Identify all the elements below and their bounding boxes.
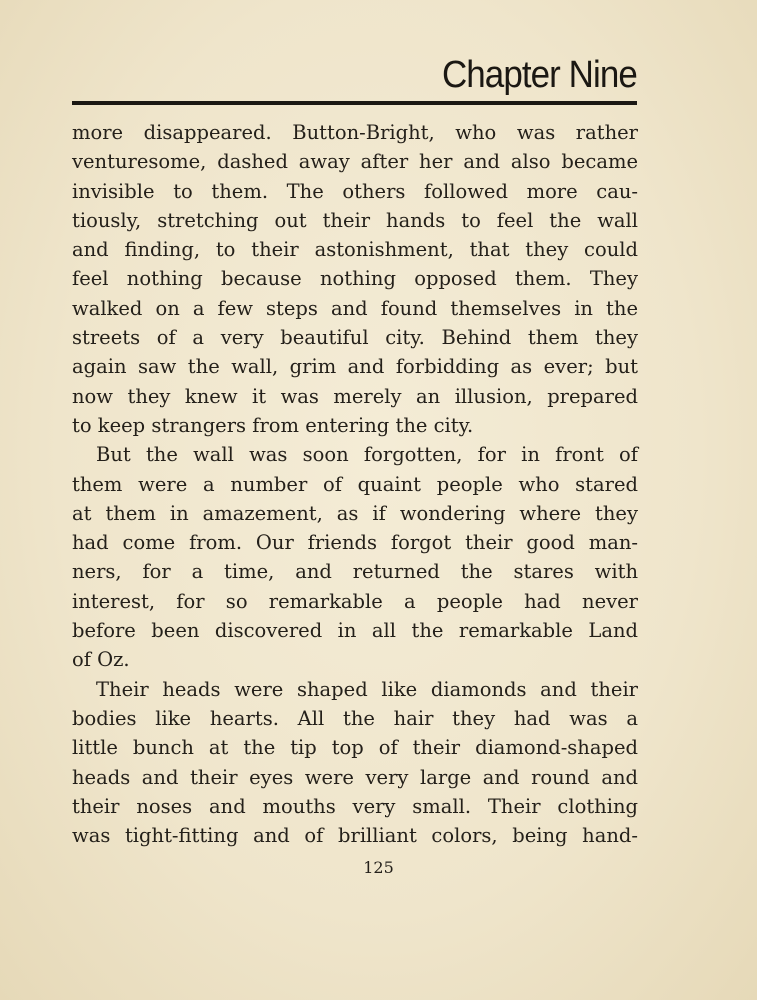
- text-line: again saw the wall, grim and forbidding as ever; but: [72, 355, 638, 379]
- text-line: their noses and mouths very small. Their clothing: [72, 794, 638, 818]
- chapter-title: Chapter Nine: [442, 54, 637, 96]
- text-line: to keep strangers from entering the city.: [72, 413, 474, 437]
- text-line: them were a number of quaint people who stared: [72, 472, 638, 496]
- text-line: was tight-fitting and of brilliant colors, being hand-: [72, 824, 638, 848]
- text-line: tiously, stretching out their hands to feel the wall: [72, 208, 638, 232]
- text-line: before been discovered in all the remarkable Land: [72, 619, 638, 643]
- text-line: But the wall was soon forgotten, for in front of: [96, 443, 638, 467]
- text-line: feel nothing because nothing opposed them. They: [72, 267, 638, 291]
- text-line: walked on a few steps and found themselves in the: [72, 296, 638, 320]
- text-line: little bunch at the tip top of their diamond-shaped: [72, 736, 638, 760]
- chapter-header: [72, 52, 637, 106]
- paragraph-3: [72, 675, 638, 851]
- text-line: and finding, to their astonishment, that they could: [72, 238, 638, 262]
- page-number: 125: [363, 858, 394, 877]
- text-line: heads and their eyes were very large and round and: [72, 765, 638, 789]
- text-line: interest, for so remarkable a people had never: [72, 589, 638, 613]
- text-line: had come from. Our friends forgot their good man-: [72, 531, 638, 555]
- text-line: at them in amazement, as if wondering where they: [72, 501, 638, 525]
- paragraph-2: [72, 440, 638, 674]
- text-line: streets of a very beautiful city. Behind them they: [72, 326, 638, 350]
- text-line: of Oz.: [72, 648, 130, 672]
- text-line: now they knew it was merely an illusion, prepared: [72, 384, 638, 408]
- text-line: more disappeared. Button-Bright, who was rather: [72, 121, 638, 144]
- text-line: venturesome, dashed away after her and also became: [72, 150, 638, 174]
- text-line: Their heads were shaped like diamonds and their: [96, 677, 638, 701]
- body-text: [72, 118, 638, 850]
- text-line: ners, for a time, and returned the stares with: [72, 560, 638, 584]
- paragraph-1: [72, 118, 638, 440]
- text-line: bodies like hearts. All the hair they had was a: [72, 706, 638, 730]
- header-rule: [72, 101, 637, 105]
- text-line: invisible to them. The others followed more cau-: [72, 179, 638, 203]
